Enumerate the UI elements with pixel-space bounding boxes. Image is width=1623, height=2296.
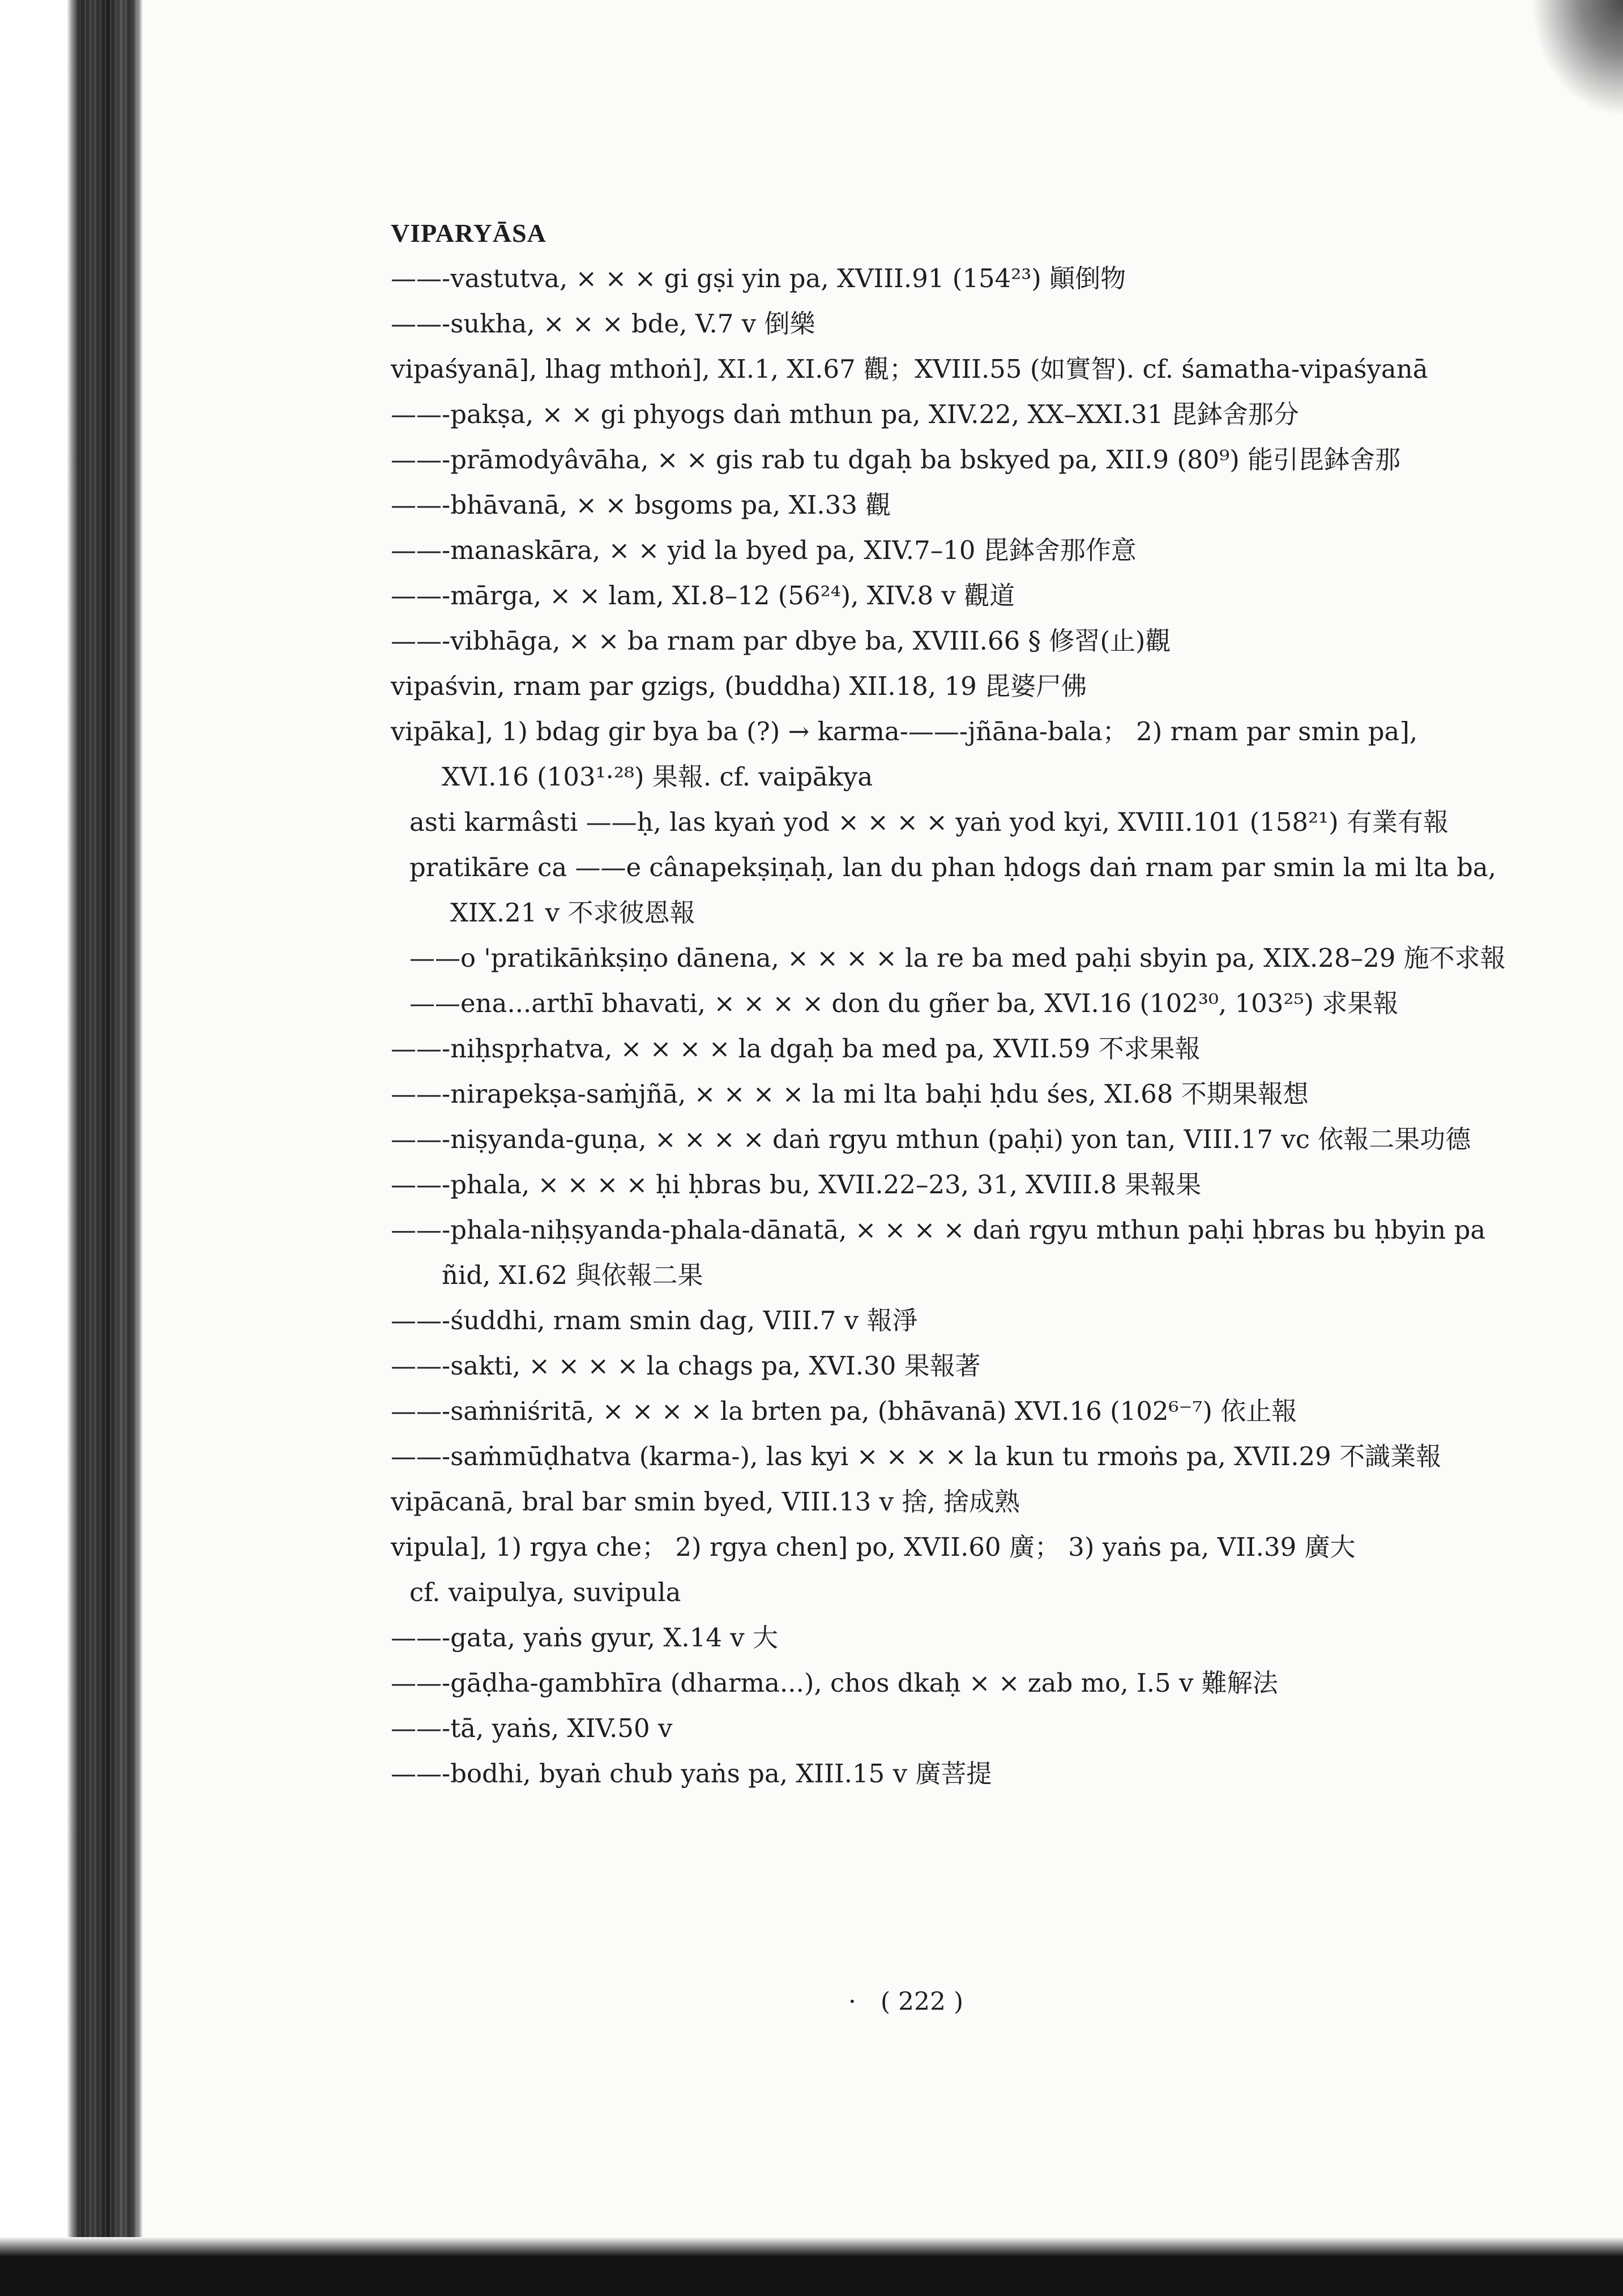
index-entry: ——-bodhi, byaṅ chub yaṅs pa, XIII.15 v 廣菩提 [391, 1759, 992, 1789]
index-entry: ——-niṣyanda-guṇa, × × × × daṅ rgyu mthun (paḥi) yon tan, VIII.17 vc 依報二果功德 [391, 1124, 1471, 1154]
index-entry: cf. vaipulya, suvipula [409, 1577, 681, 1607]
index-entry: vipaśyanā], lhag mthoṅ], XI.1, XI.67 觀；XVIII.55 (如實智). cf. śamatha-vipaśyanā [391, 354, 1428, 384]
index-entry: ——-phala, × × × × ḥi ḥbras bu, XVII.22–23, 31, XVIII.8 果報果 [391, 1170, 1202, 1200]
index-entry: ——o 'pratikāṅkṣiṇo dānena, × × × × la re ba med paḥi sbyin pa, XIX.28–29 施不求報 [409, 943, 1506, 973]
index-entry: ——-pakṣa, × × gi phyogs daṅ mthun pa, XIV.22, XX–XXI.31 毘鉢舍那分 [391, 399, 1299, 429]
index-entry: ——-śuddhi, rnam smin dag, VIII.7 v 報淨 [391, 1305, 918, 1335]
index-entry: ——-sukha, × × × bde, V.7 v 倒樂 [391, 309, 815, 339]
index-entry: ——-prāmodyâvāha, × × gis rab tu dgaḥ ba bskyed pa, XII.9 (80⁹) 能引毘鉢舍那 [391, 445, 1401, 475]
index-entry: ——ena...arthī bhavati, × × × × don du gñer ba, XVI.16 (102³⁰, 103²⁵) 求果報 [409, 988, 1399, 1018]
index-entry: ——-gata, yaṅs gyur, X.14 v 大 [391, 1623, 779, 1653]
folio-dot: · [848, 1987, 856, 2016]
index-entry: ——-bhāvanā, × × bsgoms pa, XI.33 觀 [391, 490, 891, 520]
index-entry: ——-mārga, × × lam, XI.8–12 (56²⁴), XIV.8 v 觀道 [391, 581, 1015, 611]
index-entry: ——-saṁniśritā, × × × × la brten pa, (bhāvanā) XVI.16 (102⁶⁻⁷) 依止報 [391, 1396, 1297, 1426]
index-entry: vipāka], 1) bdag gir bya ba (?) → karma-——-jñāna-bala； 2) rnam par smin pa], XVI.16 (103¹·²⁸) 果報. cf. vaipākya [391, 716, 1418, 792]
scan-bottom-edge [0, 2237, 1623, 2296]
index-entry: ——-vastutva, × × × gi gṣi yin pa, XVIII.91 (154²³) 顚倒物 [391, 263, 1126, 293]
index-entry: ——-vibhāga, × × ba rnam par dbye ba, XVIII.66 § 修習(止)觀 [391, 626, 1171, 656]
index-entry: ——-gāḍha-gambhīra (dharma...), chos dkaḥ × × zab mo, I.5 v 難解法 [391, 1668, 1278, 1698]
index-entry: ——-tā, yaṅs, XIV.50 v [391, 1713, 673, 1743]
index-entry: pratikāre ca ——e cânapekṣiṇaḥ, lan du phan ḥdogs daṅ rnam par smin la mi lta ba, XIX.21 v 不求彼恩報 [409, 852, 1497, 928]
entry-list [391, 256, 1512, 1796]
page-body [391, 215, 1512, 1796]
index-entry: ——-sakti, × × × × la chags pa, XVI.30 果報著 [391, 1351, 981, 1381]
page-number: ( 222 ) [880, 1987, 964, 2016]
index-entry: ——-saṁmūḍhatva (karma-), las kyi × × × × la kun tu rmoṅs pa, XVII.29 不識業報 [391, 1441, 1442, 1471]
index-entry: vipula], 1) rgya che； 2) rgya chen] po, XVII.60 廣； 3) yaṅs pa, VII.39 廣大 [391, 1532, 1356, 1562]
index-entry: vipācanā, bral bar smin byed, VIII.13 v 捨, 捨成熟 [391, 1487, 1020, 1517]
index-entry: asti karmâsti ——ḥ, las kyaṅ yod × × × × yaṅ yod kyi, XVIII.101 (158²¹) 有業有報 [409, 807, 1449, 837]
index-entry: ——-nirapekṣa-saṁjñā, × × × × la mi lta baḥi ḥdu śes, XI.68 不期果報想 [391, 1079, 1309, 1109]
section-title: VIPARYĀSA [391, 219, 546, 247]
gutter-page-edges [79, 0, 139, 2237]
index-entry: ——-manaskāra, × × yid la byed pa, XIV.7–10 毘鉢舍那作意 [391, 535, 1137, 565]
index-entry: ——-niḥspṛhatva, × × × × la dgaḥ ba med pa, XVII.59 不求果報 [391, 1034, 1201, 1064]
index-entry: ——-phala-niḥṣyanda-phala-dānatā, × × × × daṅ rgyu mthun paḥi ḥbras bu ḥbyin pa ñid, XI.62 與依報二果 [391, 1215, 1486, 1290]
page-corner-shadow [1515, 0, 1623, 136]
index-entry: vipaśvin, rnam par gzigs, (buddha) XII.18, 19 毘婆尸佛 [391, 671, 1087, 701]
